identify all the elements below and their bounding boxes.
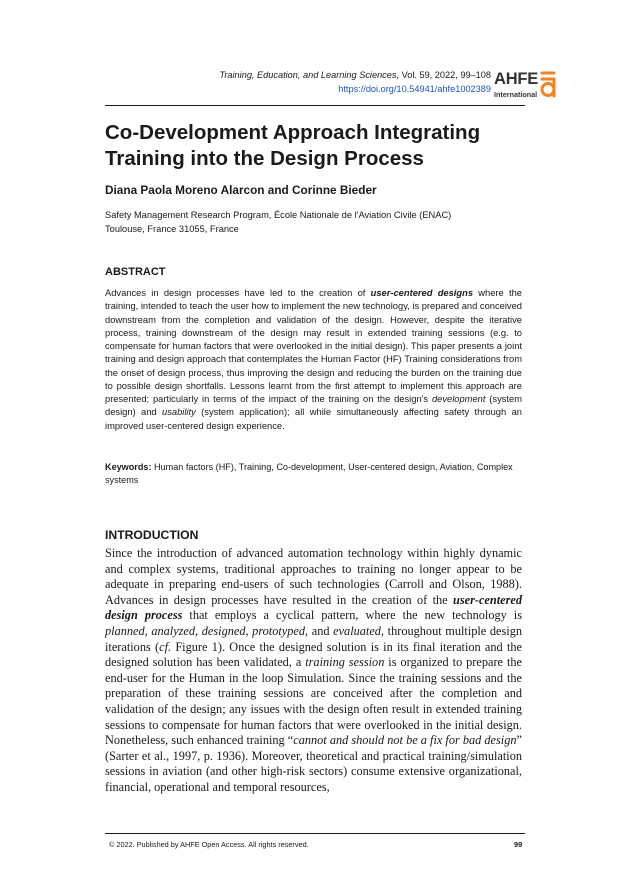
- abstract-text: (system application); all while simultaneously affecting safety through an improved user-centered design experience.: [105, 407, 522, 431]
- ahfe-logo: [494, 68, 564, 102]
- intro-text: is organized to prepare the end-user for the Human in the loop Simulation. Since the training sessions and the preparation of these training sessions are conceived after the completion and validation of the design; any issues with the design often result in extended training sessions to compensate for human factors that were overlooked in the initial design. Nonetheless, such enhanced training “: [105, 655, 522, 748]
- copyright-notice: © 2022. Published by AHFE Open Access. All rights reserved.: [109, 840, 309, 849]
- abstract-heading: ABSTRACT: [105, 266, 166, 278]
- logo-subtitle: International: [494, 90, 538, 99]
- paper-title-line-1: Co-Development Approach Integrating: [105, 121, 481, 144]
- affiliation-line-1: Safety Management Research Program, École Nationale de l'Aviation Civile (ENAC): [105, 210, 452, 220]
- intro-emphasis: user-centered design process: [105, 592, 522, 623]
- intro-emphasis: training session: [305, 655, 385, 670]
- keywords-label: Keywords:: [105, 462, 152, 472]
- abstract-body: [105, 287, 522, 433]
- intro-text: that employs a cyclical pattern, where the new technology is: [182, 608, 522, 623]
- introduction-body: [105, 546, 522, 796]
- doi-link[interactable]: https://doi.org/10.54941/ahfe1002389: [338, 84, 491, 94]
- intro-text: and: [308, 623, 334, 638]
- abstract-text: (system design) and: [105, 394, 522, 418]
- abstract-emphasis: development: [431, 394, 486, 404]
- affiliation: [105, 208, 451, 236]
- keywords-text: Human factors (HF), Training, Co-development, User-centered design, Aviation, Complex systems: [105, 462, 513, 485]
- logo-wordmark: AHFE: [494, 70, 539, 88]
- introduction-heading: INTRODUCTION: [105, 528, 199, 542]
- keywords: [105, 461, 522, 487]
- paper-title: [105, 120, 535, 172]
- intro-emphasis: cannot and should not be a fix for bad design: [293, 733, 517, 748]
- journal-name: Training, Education, and Learning Sciences,: [219, 70, 400, 80]
- abstract-text: where the training, intended to teach the user how to implement the new technology, is prepared and conceived downstream from the completion and validation of the design. However, despite the iterative process, training downstream of the design may result in extended training sessions (e.g. to compensate for human factors that were overlooked in the initial design). This paper presents a joint training and design approach that contemplates the Human Factor (HF) Training considerations from the onset of design process, thus improving the design and reducing the burden on the training due to possible design shortfalls. Lessons learnt from the first attempt to implement this approach are presented; particularly in terms of the impact of the training on the design's: [105, 288, 522, 404]
- authors: Diana Paola Moreno Alarcon and Corinne Bieder: [105, 183, 377, 197]
- intro-emphasis: cf.: [159, 639, 172, 654]
- header-rule: [105, 105, 525, 106]
- intro-text: Since the introduction of advanced automation technology within highly dynamic and complex systems, traditional approaches to training no longer appear to be adequate in preparing end-users of such technologies (Carroll and Olson, 1988). Advances in design processes have resulted in the creation of the: [105, 546, 522, 607]
- affiliation-line-2: Toulouse, France 31055, France: [105, 224, 239, 234]
- footer-rule: [105, 833, 525, 834]
- abstract-emphasis: usability: [162, 407, 196, 418]
- intro-emphasis: planned, analyzed, designed, prototyped,: [105, 623, 309, 638]
- ahfe-logo-mark-icon: [538, 70, 558, 100]
- paper-title-line-2: Training into the Design Process: [105, 147, 424, 170]
- intro-text: Figure 1). Once the designed solution is in its final iteration and the designed solution has been validated, a: [105, 639, 522, 670]
- intro-text: ” (Sarter et al., 1997, p. 1936). Moreover, theoretical and practical training/simulation sessions in aviation (and other high-risk sectors) consume extensive organizational, financial, operational and temporal resources,: [105, 733, 522, 794]
- intro-text: , throughout multiple design iterations (: [105, 623, 523, 654]
- intro-emphasis: evaluated: [333, 623, 381, 638]
- journal-header: [219, 68, 491, 96]
- abstract-emphasis: user-centered designs: [370, 288, 474, 298]
- page-number: 99: [514, 840, 523, 849]
- abstract-text: Advances in design processes have led to the creation of: [105, 288, 371, 298]
- journal-volume: Vol. 59, 2022, 99–108: [399, 70, 491, 80]
